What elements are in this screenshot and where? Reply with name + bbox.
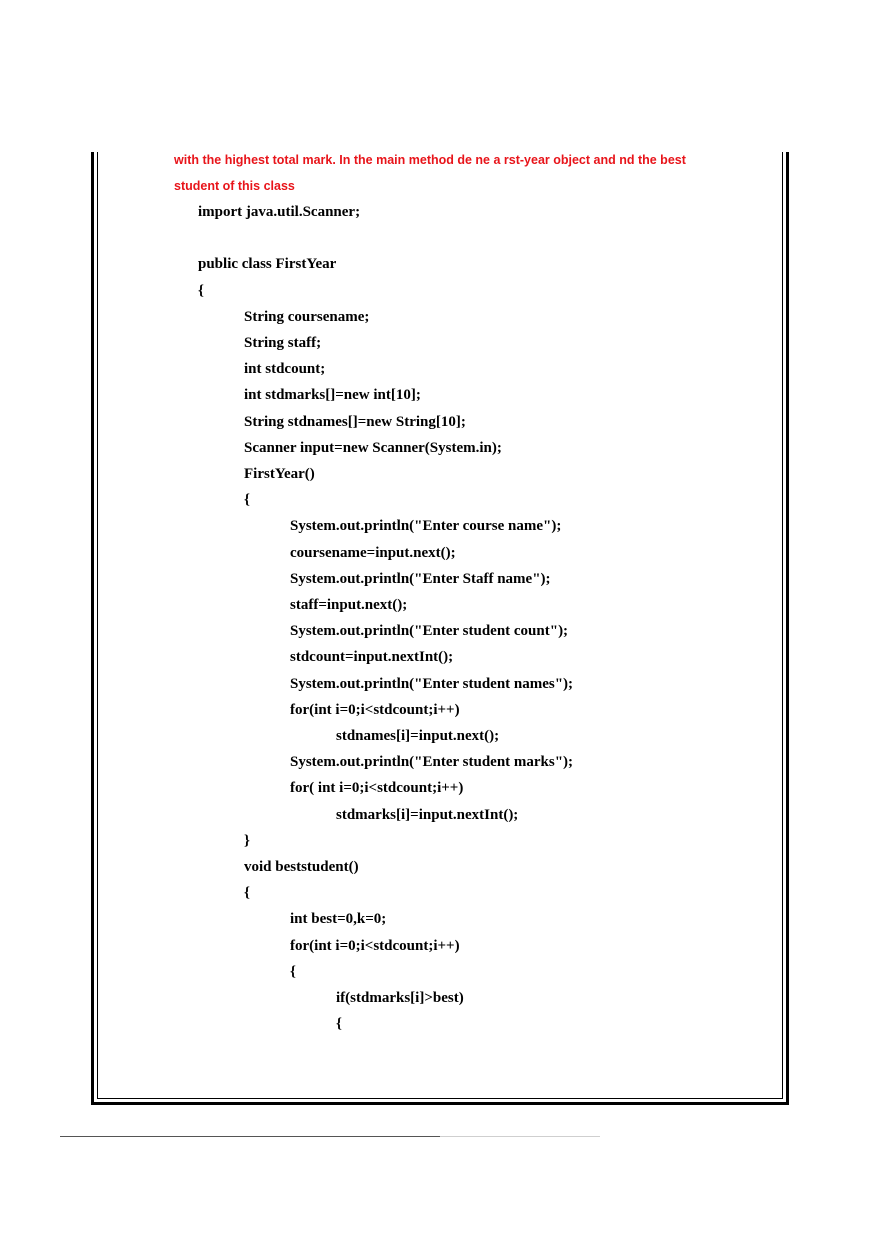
code-line: String stdnames[]=new String[10]; xyxy=(244,413,466,430)
code-line: coursename=input.next(); xyxy=(290,544,456,561)
code-line: FirstYear() xyxy=(244,466,315,482)
code-line: { xyxy=(336,1016,342,1033)
code-line: { xyxy=(244,492,250,509)
code-line: System.out.println("Enter course name"); xyxy=(290,518,562,535)
footer-rule xyxy=(60,1136,440,1137)
code-line: Scanner input=new Scanner(System.in); xyxy=(244,439,502,456)
code-line: String coursename; xyxy=(244,308,370,325)
code-line: stdmarks[i]=input.nextInt(); xyxy=(336,806,519,823)
code-line: for(int i=0;i<stdcount;i++) xyxy=(290,937,460,954)
intro-text-line-1: with the highest total mark. In the main method de ne a rst-year object and nd the best xyxy=(174,153,686,167)
code-line: import java.util.Scanner; xyxy=(198,204,361,220)
intro-text-line-2: student of this class xyxy=(174,179,295,193)
code-line: int stdcount; xyxy=(244,361,326,378)
code-line: String staff; xyxy=(244,335,322,351)
code-line: int best=0,k=0; xyxy=(290,911,387,928)
code-line: int stdmarks[]=new int[10]; xyxy=(244,387,421,404)
code-line: void beststudent() xyxy=(244,859,359,875)
code-line: System.out.println("Enter student marks"); xyxy=(290,754,574,771)
code-line: System.out.println("Enter student count"); xyxy=(290,623,569,640)
code-line: if(stdmarks[i]>best) xyxy=(336,990,464,1006)
code-line: stdnames[i]=input.next(); xyxy=(336,728,500,744)
code-line: System.out.println("Enter Staff name"); xyxy=(290,570,551,587)
code-line: for( int i=0;i<stdcount;i++) xyxy=(290,780,464,797)
code-line: { xyxy=(290,963,296,980)
code-line: public class FirstYear xyxy=(198,256,337,273)
code-line: } xyxy=(244,832,250,849)
footer-rule-faint xyxy=(440,1136,600,1137)
code-line: for(int i=0;i<stdcount;i++) xyxy=(290,701,460,718)
code-line: System.out.println("Enter student names"); xyxy=(290,675,574,692)
code-line: { xyxy=(198,282,204,299)
code-line: { xyxy=(244,885,250,902)
code-line: staff=input.next(); xyxy=(290,597,408,613)
code-line: stdcount=input.nextInt(); xyxy=(290,649,454,666)
